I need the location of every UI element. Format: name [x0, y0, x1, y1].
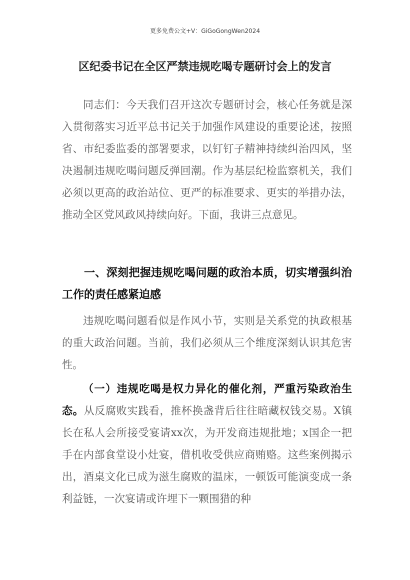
section1-heading: 一、深刻把握违规吃喝问题的政治本质，切实增强纠治工作的责任感紧迫感	[62, 266, 352, 301]
intro-paragraph: 同志们：今天我们召开这次专题研讨会，核心任务就是深入贯彻落实习近平总书记关于加强作风建设的重要论述，按照省、市纪委监委的部署要求，以钉钉子精神持续纠治四风，坚决遏制违规吃喝问题反弹回潮。作为基层纪检监察机关，我们必须以更高的政治站位、更严的标准要求、更实的举措办法，推动全区党风政风持续向好。下面，我讲三点意见。	[62, 99, 352, 221]
sub1-paragraph	[62, 378, 352, 510]
sub1-body: 从反腐败实践看，推杯换盏背后往往暗藏权钱交易。X镇长在私人会所接受宴请xx次，为开发商违规批地；x国企一把手在内部食堂设小灶宴，借机收受供应商贿赂。这些案例揭示出，酒桌文化已成为滋生腐败的温床，一顿饭可能演变成一条利益链，一次宴请或许埋下一颗围猎的种	[62, 405, 352, 505]
section1-body: 违规吃喝问题看似是作风小节，实则是关系党的执政根基的重大政治问题。当前，我们必须从三个维度深刻认识其危害性。	[62, 315, 352, 371]
page-title: 区纪委书记在全区严禁违规吃喝专题研讨会上的发言	[78, 60, 332, 73]
header-note: 更多免费公文+V：GiGoGongWen2024	[149, 28, 261, 35]
sub1-heading: （一）违规吃喝是权力异化的催化剂，严重污染政治生态。	[62, 383, 352, 417]
